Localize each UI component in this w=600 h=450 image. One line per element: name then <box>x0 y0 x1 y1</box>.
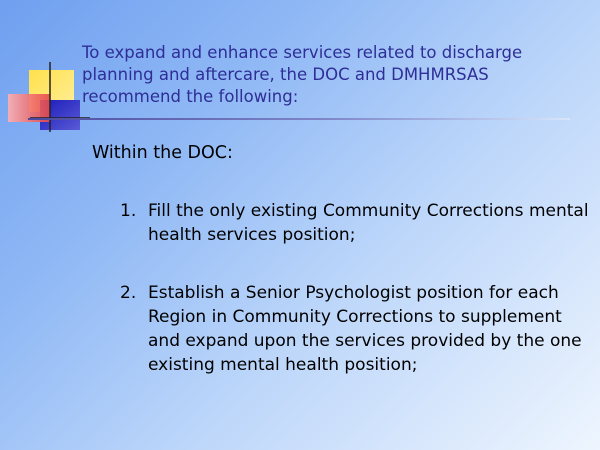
section-subheading: Within the DOC: <box>92 143 233 163</box>
slide-title: To expand and enhance services related to discharge planning and aftercare, the DOC and DMHMRSAS recommend the following: <box>82 43 523 106</box>
list-item-text: Fill the only existing Community Corrections mental health services position; <box>148 201 589 245</box>
list-item <box>120 281 590 377</box>
list-item <box>120 199 590 247</box>
recommendation-list <box>120 199 590 377</box>
list-item-text: Establish a Senior Psychologist position for each Region in Community Corrections to supplement and expand upon the services provided by the one existing mental health position; <box>148 283 582 375</box>
list-item-number: 1. <box>120 201 137 221</box>
title-divider <box>28 118 570 120</box>
list-item-number: 2. <box>120 283 137 303</box>
